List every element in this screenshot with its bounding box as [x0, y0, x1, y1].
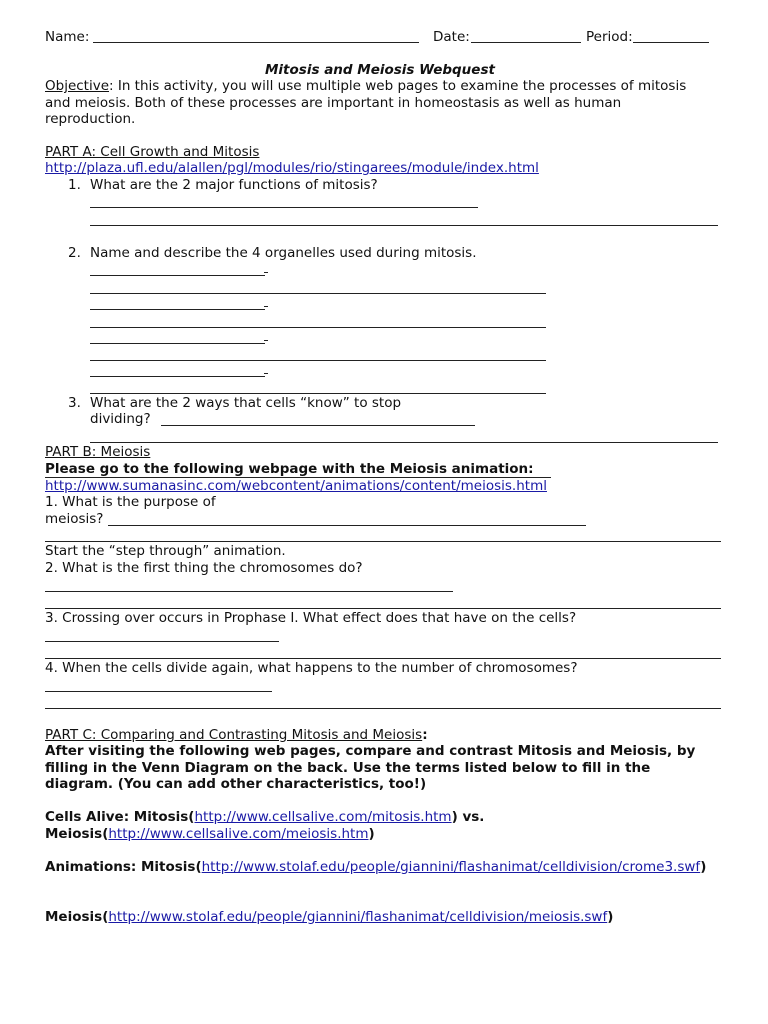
close-paren: ) [700, 859, 707, 875]
answer-line[interactable] [45, 541, 721, 542]
period-label: Period: [586, 29, 633, 45]
objective-label: Objective [45, 78, 110, 94]
close-paren: ) [607, 909, 614, 925]
part-a-url[interactable]: http://plaza.ufl.edu/alallen/pgl/modules/rio/stingarees/module/index.html [45, 160, 539, 176]
stolaf-meiosis-line [45, 909, 613, 926]
date-blank[interactable] [471, 42, 581, 43]
animations-line [45, 859, 706, 876]
answer-line[interactable] [90, 225, 718, 226]
part-b-instruction: Please go to the following webpage with the Meiosis animation: [45, 461, 534, 477]
organelle-blank-4[interactable] [90, 376, 265, 377]
part-a-link[interactable] [45, 160, 539, 177]
part-b-link[interactable] [45, 478, 547, 495]
page-title: Mitosis and Meiosis Webquest [265, 62, 495, 78]
organelle-blank-3[interactable] [90, 343, 265, 344]
answer-line[interactable] [108, 525, 586, 526]
answer-line[interactable] [45, 641, 279, 642]
stolaf-mitosis-link[interactable]: http://www.stolaf.edu/people/giannini/flashanimat/celldivision/crome3.swf [201, 859, 701, 875]
answer-line[interactable] [90, 442, 718, 443]
part-b-q3: 3. Crossing over occurs in Prophase I. What effect does that have on the cells? [45, 610, 577, 626]
answer-line[interactable] [45, 608, 721, 609]
stolaf-meiosis-link[interactable]: http://www.stolaf.edu/people/giannini/flashanimat/celldivision/meiosis.swf [108, 909, 608, 925]
objective-text-1: : In this activity, you will use multiple web pages to examine the processes of mitosis [109, 78, 687, 94]
part-a-heading: PART A: Cell Growth and Mitosis [45, 144, 260, 160]
cells-alive-line [45, 809, 484, 826]
dash [264, 340, 268, 341]
name-label: Name: [45, 29, 90, 45]
part-c-instruction-2: filling in the Venn Diagram on the back. Use the terms listed below to fill in the [45, 760, 651, 776]
part-a-q3-line-1: What are the 2 ways that cells “know” to stop [90, 395, 402, 411]
part-b-url[interactable]: http://www.sumanasinc.com/webcontent/animations/content/meiosis.html [45, 478, 547, 494]
part-c-heading: PART C: Comparing and Contrasting Mitosis and Meiosis [45, 727, 423, 743]
cells-alive-meiosis-line [45, 826, 375, 843]
close-paren: ) [368, 826, 375, 842]
part-a-q3-number: 3. [68, 395, 81, 411]
cells-alive-meiosis-link[interactable]: http://www.cellsalive.com/meiosis.htm [108, 826, 369, 842]
part-a-q2: Name and describe the 4 organelles used during mitosis. [90, 245, 477, 261]
objective-line-3: reproduction. [45, 111, 136, 127]
part-a-q2-number: 2. [68, 245, 81, 261]
date-label: Date: [433, 29, 470, 45]
answer-line[interactable] [90, 327, 546, 328]
part-c-heading-line [45, 727, 428, 744]
dash [264, 373, 268, 374]
part-c-instruction-3: diagram. (You can add other characteristics, too!) [45, 776, 427, 792]
answer-line[interactable] [45, 708, 721, 709]
answer-line[interactable] [90, 393, 546, 394]
objective-line-2: and meiosis. Both of these processes are important in homeostasis as well as human [45, 95, 622, 111]
name-blank[interactable] [93, 42, 419, 43]
part-b-q1-line-2: meiosis? [45, 511, 104, 527]
cells-alive-label: Cells Alive: Mitosis( [45, 809, 195, 825]
objective-line-1 [45, 78, 686, 95]
part-b-q1-line-1: 1. What is the purpose of [45, 494, 216, 510]
dash [264, 272, 268, 273]
part-b-q2: 2. What is the first thing the chromosomes do? [45, 560, 363, 576]
organelle-blank-1[interactable] [90, 275, 265, 276]
answer-line[interactable] [45, 658, 721, 659]
answer-line[interactable] [90, 293, 546, 294]
organelle-blank-2[interactable] [90, 309, 265, 310]
step-instruction: Start the “step through” animation. [45, 543, 286, 559]
part-b-heading: PART B: Meiosis [45, 444, 151, 460]
cells-alive-mitosis-link[interactable]: http://www.cellsalive.com/mitosis.htm [194, 809, 452, 825]
part-b-q4: 4. When the cells divide again, what happens to the number of chromosomes? [45, 660, 578, 676]
meiosis-label: Meiosis( [45, 826, 109, 842]
vs-label: ) vs. [451, 809, 485, 825]
part-a-q1-number: 1. [68, 177, 81, 193]
animations-label: Animations: Mitosis( [45, 859, 202, 875]
answer-line[interactable] [45, 691, 272, 692]
answer-line[interactable] [45, 591, 453, 592]
part-a-q3-line-2: dividing? [90, 411, 151, 427]
meiosis-label-2: Meiosis( [45, 909, 109, 925]
answer-line[interactable] [161, 425, 475, 426]
period-blank[interactable] [633, 42, 709, 43]
part-c-colon: : [422, 727, 428, 743]
answer-line[interactable] [90, 207, 478, 208]
part-c-instruction-1: After visiting the following web pages, compare and contrast Mitosis and Meiosis, by [45, 743, 696, 759]
answer-line[interactable] [90, 360, 546, 361]
part-a-q1: What are the 2 major functions of mitosis? [90, 177, 378, 193]
dash [264, 306, 268, 307]
